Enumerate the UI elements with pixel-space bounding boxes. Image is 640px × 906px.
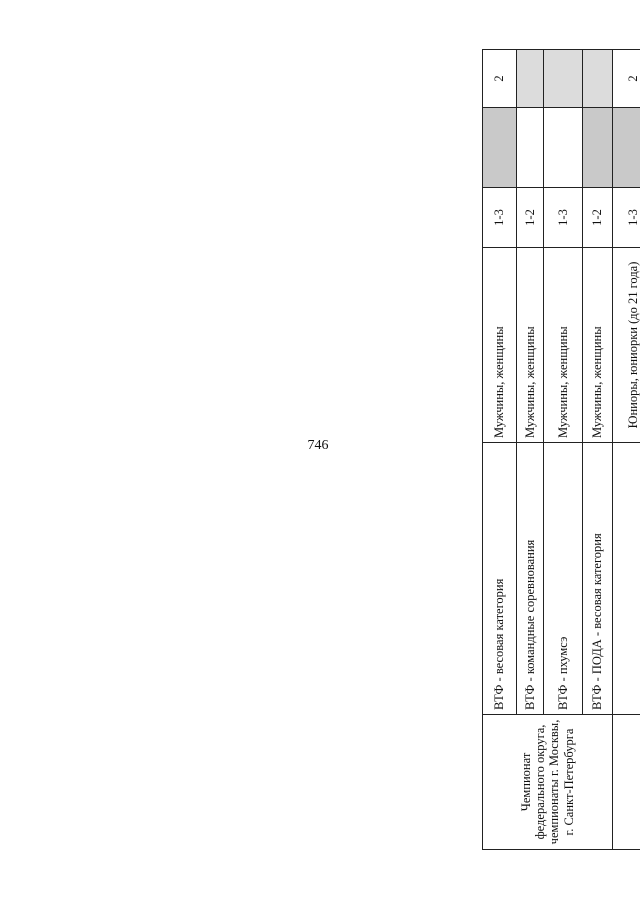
rotated-sheet <box>482 50 640 850</box>
age-group-cell: Мужчины, женщины <box>483 248 517 443</box>
value-cell <box>612 108 640 188</box>
discipline-cell: ВТФ - пхумсэ <box>544 443 582 715</box>
age-group-cell: Юниоры, юниорки (до 21 года) <box>612 248 640 443</box>
places-cell: 1-2 <box>517 188 544 248</box>
value-cell <box>517 50 544 108</box>
value-cell <box>582 50 612 108</box>
age-group-cell: Мужчины, женщины <box>517 248 544 443</box>
value-cell <box>517 108 544 188</box>
places-cell: 1-2 <box>582 188 612 248</box>
competition-name <box>612 715 640 850</box>
value-cell <box>582 108 612 188</box>
discipline-cell: ВТФ - весовая категория <box>483 443 517 715</box>
page-number: 746 <box>307 438 329 453</box>
value-cell <box>483 108 517 188</box>
rank-requirements-table <box>482 49 640 850</box>
competition-name: Чемпионат федерального округа, чемпионаты г. Москвы, г. Санкт-Петербурга <box>483 715 613 850</box>
table-row <box>483 50 517 850</box>
value-cell <box>544 108 582 188</box>
discipline-cell: ВТФ - командные соревнования <box>517 443 544 715</box>
value-cell: 2 <box>612 50 640 108</box>
value-cell: 2 <box>483 50 517 108</box>
value-cell <box>544 50 582 108</box>
age-group-cell: Мужчины, женщины <box>582 248 612 443</box>
table-row <box>612 50 640 850</box>
places-cell: 1-3 <box>612 188 640 248</box>
age-group-cell: Мужчины, женщины <box>544 248 582 443</box>
discipline-cell: ВТФ - ПОДА - весовая категория <box>582 443 612 715</box>
places-cell: 1-3 <box>544 188 582 248</box>
places-cell: 1-3 <box>483 188 517 248</box>
discipline-cell <box>612 443 640 715</box>
